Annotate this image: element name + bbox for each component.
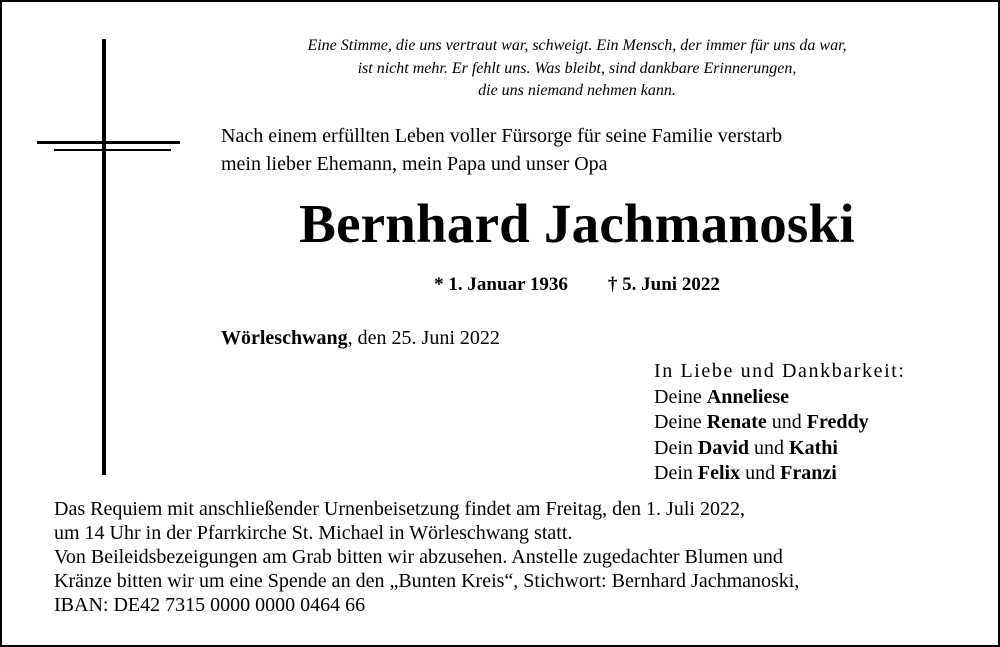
place-and-date — [221, 324, 500, 352]
mourner-relation: Deine — [654, 385, 707, 408]
mourner-name: Renate — [706, 411, 767, 433]
mourner-conjunction: und — [766, 411, 807, 433]
mourner-name: Freddy — [806, 411, 869, 433]
notice-line: IBAN: DE42 7315 0000 0000 0464 66 — [54, 594, 366, 616]
cross-horizontal-beam-lower — [54, 149, 171, 151]
mourner-conjunction: und — [740, 462, 781, 484]
notice-line: Kränze bitten wir um eine Spende an den „Bunten Kreis“, Stichwort: Bernhard Jachmanoski, — [54, 570, 800, 592]
mourner-relation: Dein — [654, 462, 698, 484]
memorial-verse — [232, 35, 922, 103]
mourner-name: Felix — [697, 462, 741, 484]
notice-line: Von Beileidsbezeigungen am Grab bitten wir abzusehen. Anstelle zugedachter Blumen und — [54, 546, 783, 568]
funeral-notice — [54, 497, 984, 617]
mourners-heading: In Liebe und Dankbarkeit: — [654, 360, 906, 382]
intro-line: mein lieber Ehemann, mein Papa und unser Opa — [221, 153, 608, 175]
mourner-row — [654, 461, 984, 487]
mourners-list — [654, 359, 984, 487]
notice-line: Das Requiem mit anschließender Urnenbeisetzung findet am Freitag, den 1. Juli 2022, — [54, 498, 745, 520]
mourner-relation: Dein — [654, 436, 698, 459]
place-name: Wörleschwang — [221, 327, 348, 349]
verse-line: Eine Stimme, die uns vertraut war, schweigt. Ein Mensch, der immer für uns da war, — [307, 37, 847, 54]
notice-line: um 14 Uhr in der Pfarrkirche St. Michael in Wörleschwang statt. — [54, 522, 573, 544]
life-dates — [232, 272, 922, 298]
mourner-conjunction: und — [749, 436, 790, 459]
mourner-name: Anneliese — [706, 385, 789, 408]
death-date: † 5. Juni 2022 — [607, 274, 720, 295]
verse-line: die uns niemand nehmen kann. — [478, 82, 676, 99]
birth-date: * 1. Januar 1936 — [434, 274, 568, 295]
deceased-name: Bernhard Jachmanoski — [299, 193, 855, 254]
mourner-row — [654, 410, 984, 436]
notice-date: , den 25. Juni 2022 — [347, 327, 500, 349]
intro-line: Nach einem erfüllten Leben voller Fürsorge für seine Familie verstarb — [221, 125, 783, 147]
mourner-row — [654, 385, 984, 411]
cross-horizontal-beam — [37, 141, 180, 144]
intro-text — [221, 122, 941, 178]
mourner-name: Franzi — [780, 462, 837, 484]
mourner-name: Kathi — [789, 436, 838, 459]
mourner-name: David — [697, 436, 750, 459]
mourner-row — [654, 436, 984, 462]
cross-vertical-beam — [102, 39, 106, 475]
verse-line: ist nicht mehr. Er fehlt uns. Was bleibt, sind dankbare Erinnerungen, — [357, 59, 797, 77]
mourner-relation: Deine — [654, 411, 707, 433]
